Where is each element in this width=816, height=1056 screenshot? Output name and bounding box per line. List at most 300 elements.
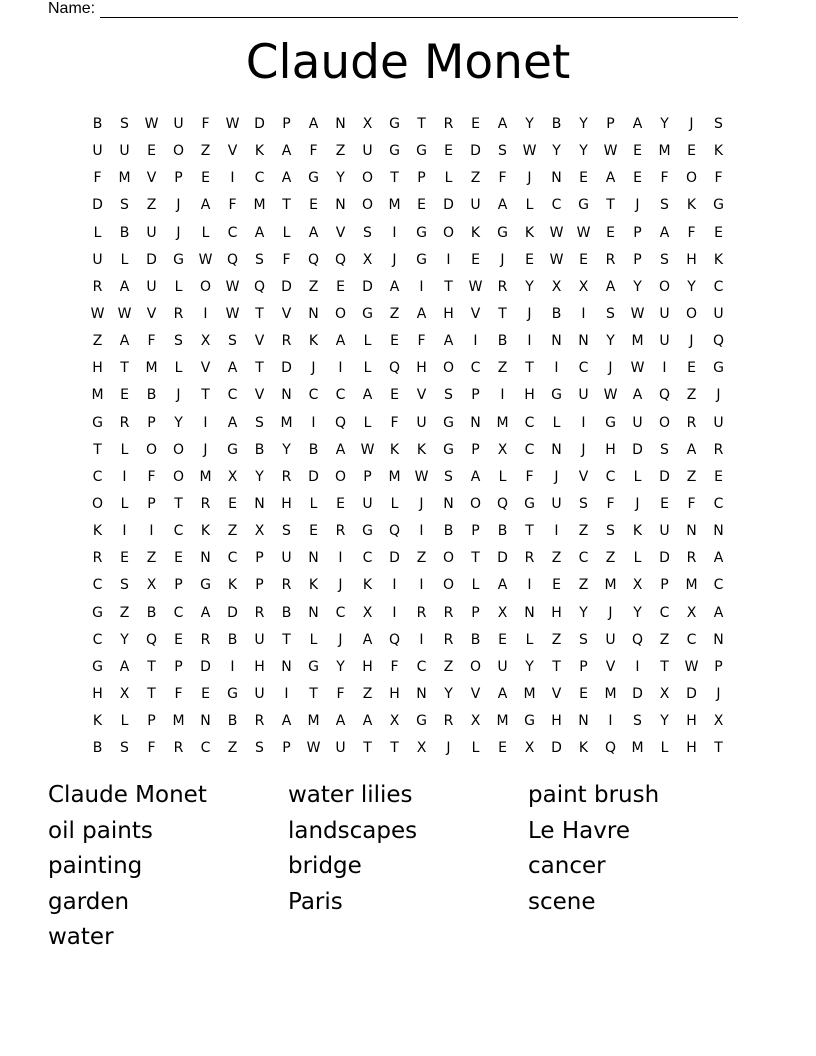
grid-letter: W: [414, 468, 429, 485]
grid-letter: I: [446, 251, 451, 268]
grid-letter: E: [336, 278, 345, 295]
grid-letter: N: [551, 170, 562, 187]
grid-letter: U: [416, 414, 427, 431]
grid-letter: F: [498, 170, 507, 187]
grid-letter: T: [174, 495, 183, 512]
grid-letter: G: [551, 387, 562, 404]
grid-letter: P: [633, 251, 642, 268]
grid-letter: N: [443, 495, 454, 512]
grid-letter: U: [659, 333, 670, 350]
grid-letter: M: [91, 387, 104, 404]
grid-letter: Y: [444, 685, 453, 702]
grid-letter: I: [122, 523, 127, 540]
grid-letter: S: [606, 305, 615, 322]
grid-letter: F: [147, 333, 156, 350]
grid-letter: Y: [579, 604, 588, 621]
grid-letter: T: [390, 170, 399, 187]
grid-letter: A: [281, 143, 292, 160]
grid-letter: J: [608, 360, 613, 377]
word-list-item: oil paints: [48, 817, 153, 844]
grid-letter: R: [119, 414, 130, 431]
grid-letter: C: [227, 224, 238, 241]
grid-letter: V: [578, 468, 589, 485]
grid-letter: M: [388, 468, 401, 485]
grid-letter: I: [230, 658, 235, 675]
grid-letter: N: [686, 523, 697, 540]
grid-letter: N: [578, 713, 589, 730]
grid-letter: G: [92, 658, 103, 675]
grid-letter: C: [227, 550, 238, 567]
grid-letter: I: [662, 360, 667, 377]
grid-letter: T: [255, 305, 264, 322]
grid-letter: P: [255, 577, 264, 594]
grid-letter: N: [335, 116, 346, 132]
grid-letter: X: [686, 604, 697, 621]
grid-letter: I: [284, 685, 289, 702]
grid-letter: U: [173, 116, 184, 132]
grid-letter: E: [552, 577, 561, 594]
grid-letter: L: [444, 170, 453, 187]
grid-letter: L: [120, 495, 129, 512]
grid-letter: D: [686, 685, 697, 702]
grid-letter: U: [254, 685, 265, 702]
grid-letter: T: [147, 685, 156, 702]
grid-letter: C: [551, 197, 562, 214]
grid-letter: E: [498, 740, 507, 757]
grid-letter: K: [200, 523, 211, 540]
grid-letter: I: [473, 333, 478, 350]
grid-letter: E: [579, 251, 588, 268]
grid-letter: W: [90, 305, 105, 322]
grid-letter: B: [227, 713, 238, 730]
grid-letter: B: [443, 523, 454, 540]
grid-letter: N: [254, 495, 265, 512]
grid-letter: M: [685, 577, 698, 594]
grid-letter: W: [225, 116, 240, 132]
grid-letter: M: [496, 713, 509, 730]
grid-letter: R: [686, 550, 697, 567]
grid-letter: H: [524, 387, 535, 404]
grid-letter: F: [687, 495, 696, 512]
grid-letter: F: [687, 224, 696, 241]
grid-letter: W: [198, 251, 213, 268]
grid-letter: G: [713, 197, 724, 214]
word-list-item: water lilies: [288, 782, 413, 808]
grid-letter: T: [201, 387, 210, 404]
grid-letter: A: [335, 333, 346, 350]
name-label: Name:: [48, 0, 96, 17]
grid-letter: M: [631, 333, 644, 350]
grid-letter: A: [416, 305, 427, 322]
grid-letter: C: [200, 740, 211, 757]
grid-letter: S: [579, 495, 588, 512]
grid-letter: R: [497, 278, 508, 295]
grid-letter: E: [174, 631, 183, 648]
grid-letter: M: [307, 713, 320, 730]
grid-letter: X: [470, 713, 481, 730]
grid-letter: Y: [255, 468, 264, 485]
word-list-item: painting: [48, 853, 143, 880]
grid-letter: Y: [660, 116, 669, 132]
grid-letter: J: [500, 251, 505, 268]
grid-letter: S: [228, 333, 237, 350]
grid-letter: S: [255, 414, 264, 431]
grid-letter: Y: [525, 658, 534, 675]
grid-letter: E: [633, 143, 642, 160]
grid-letter: U: [119, 143, 130, 160]
grid-letter: O: [91, 495, 104, 512]
grid-letter: L: [552, 414, 561, 431]
grid-letter: K: [308, 577, 319, 594]
grid-letter: J: [176, 224, 181, 241]
grid-letter: S: [633, 713, 642, 730]
grid-letter: Z: [227, 740, 238, 757]
grid-letter: W: [603, 387, 618, 404]
grid-letter: K: [524, 224, 535, 241]
grid-letter: L: [174, 278, 183, 295]
grid-letter: I: [338, 360, 343, 377]
grid-letter: D: [281, 360, 292, 377]
grid-letter: L: [633, 550, 642, 567]
grid-letter: S: [255, 740, 264, 757]
grid-letter: V: [281, 305, 292, 322]
grid-letter: B: [497, 523, 508, 540]
grid-letter: V: [146, 170, 157, 187]
grid-letter: I: [311, 414, 316, 431]
grid-letter: F: [390, 414, 399, 431]
grid-letter: C: [92, 577, 103, 594]
grid-letter: Y: [120, 631, 129, 648]
grid-letter: F: [714, 170, 723, 187]
grid-letter: A: [713, 550, 724, 567]
grid-letter: E: [120, 387, 129, 404]
grid-letter: S: [282, 523, 291, 540]
grid-letter: Y: [633, 604, 642, 621]
grid-letter: G: [416, 713, 427, 730]
grid-letter: X: [119, 685, 130, 702]
grid-letter: V: [551, 685, 562, 702]
grid-letter: W: [630, 360, 645, 377]
grid-letter: S: [660, 197, 669, 214]
grid-letter: B: [497, 333, 508, 350]
grid-letter: E: [228, 495, 237, 512]
grid-letter: J: [311, 360, 316, 377]
grid-letter: X: [551, 278, 562, 295]
grid-letter: V: [416, 387, 427, 404]
grid-letter: Q: [604, 740, 617, 757]
grid-letter: K: [713, 251, 724, 268]
grid-letter: U: [92, 251, 103, 268]
word-list-item: cancer: [528, 853, 606, 880]
grid-letter: H: [362, 658, 373, 675]
grid-letter: R: [443, 631, 454, 648]
grid-letter: W: [522, 143, 537, 160]
grid-letter: B: [551, 116, 562, 132]
grid-letter: C: [254, 170, 265, 187]
grid-letter: J: [689, 116, 694, 132]
grid-letter: Z: [497, 360, 508, 377]
grid-letter: M: [118, 170, 131, 187]
grid-letter: I: [608, 713, 613, 730]
grid-letter: O: [442, 577, 455, 594]
grid-letter: J: [581, 441, 586, 458]
grid-letter: S: [660, 251, 669, 268]
grid-letter: I: [635, 658, 640, 675]
grid-letter: F: [390, 658, 399, 675]
grid-letter: N: [713, 523, 724, 540]
grid-letter: R: [713, 441, 724, 458]
grid-letter: L: [282, 224, 291, 241]
grid-letter: G: [713, 360, 724, 377]
grid-letter: B: [119, 224, 130, 241]
grid-letter: I: [581, 414, 586, 431]
grid-letter: I: [149, 523, 154, 540]
grid-letter: C: [578, 550, 589, 567]
grid-letter: A: [443, 333, 454, 350]
grid-letter: V: [470, 685, 481, 702]
grid-letter: U: [335, 740, 346, 757]
grid-letter: D: [470, 143, 481, 160]
grid-letter: H: [686, 251, 697, 268]
grid-letter: T: [444, 278, 453, 295]
grid-letter: Z: [227, 523, 238, 540]
grid-letter: X: [497, 441, 508, 458]
grid-letter: D: [281, 278, 292, 295]
grid-letter: S: [579, 631, 588, 648]
grid-letter: P: [714, 658, 723, 675]
grid-letter: H: [254, 658, 265, 675]
grid-letter: K: [92, 713, 103, 730]
grid-letter: X: [497, 604, 508, 621]
grid-letter: P: [174, 658, 183, 675]
grid-letter: F: [282, 251, 291, 268]
grid-letter: Y: [174, 414, 183, 431]
grid-letter: T: [660, 658, 669, 675]
grid-letter: B: [146, 604, 157, 621]
word-list-item: landscapes: [288, 817, 418, 844]
grid-letter: G: [497, 224, 508, 241]
grid-letter: F: [201, 116, 210, 132]
grid-letter: L: [309, 495, 318, 512]
grid-letter: K: [308, 333, 319, 350]
grid-letter: P: [147, 414, 156, 431]
grid-letter: T: [714, 740, 723, 757]
grid-letter: I: [527, 577, 532, 594]
grid-letter: C: [227, 387, 238, 404]
grid-letter: U: [713, 414, 724, 431]
grid-letter: G: [92, 414, 103, 431]
grid-letter: K: [389, 441, 400, 458]
grid-letter: A: [497, 116, 508, 132]
grid-letter: Z: [308, 278, 319, 295]
grid-letter: J: [527, 170, 532, 187]
grid-letter: H: [686, 713, 697, 730]
grid-letter: L: [309, 631, 318, 648]
grid-letter: A: [308, 224, 319, 241]
grid-letter: O: [145, 441, 158, 458]
grid-letter: W: [225, 278, 240, 295]
grid-letter: R: [443, 604, 454, 621]
grid-letter: V: [254, 333, 265, 350]
grid-letter: V: [335, 224, 346, 241]
grid-letter: L: [120, 251, 129, 268]
grid-letter: S: [120, 577, 129, 594]
grid-letter: C: [686, 631, 697, 648]
grid-letter: S: [174, 333, 183, 350]
grid-letter: O: [685, 305, 698, 322]
grid-letter: F: [336, 685, 345, 702]
grid-letter: E: [390, 387, 399, 404]
grid-letter: W: [549, 251, 564, 268]
grid-letter: T: [282, 197, 291, 214]
grid-letter: C: [173, 523, 184, 540]
grid-letter: K: [416, 441, 427, 458]
grid-letter: C: [524, 441, 535, 458]
grid-letter: I: [203, 414, 208, 431]
grid-letter: S: [606, 523, 615, 540]
grid-letter: S: [363, 224, 372, 241]
grid-letter: E: [498, 631, 507, 648]
grid-letter: Z: [200, 143, 211, 160]
grid-letter: E: [147, 143, 156, 160]
grid-letter: Z: [389, 305, 400, 322]
grid-letter: R: [335, 523, 346, 540]
grid-letter: L: [363, 333, 372, 350]
grid-letter: G: [524, 495, 535, 512]
grid-letter: B: [92, 116, 103, 132]
grid-letter: A: [335, 441, 346, 458]
grid-letter: L: [120, 713, 129, 730]
grid-letter: H: [443, 305, 454, 322]
grid-letter: T: [552, 658, 561, 675]
grid-letter: Z: [146, 197, 157, 214]
grid-letter: A: [686, 441, 697, 458]
grid-letter: J: [689, 333, 694, 350]
grid-letter: I: [392, 604, 397, 621]
grid-letter: Z: [119, 604, 130, 621]
grid-letter: Y: [336, 658, 345, 675]
grid-letter: E: [687, 143, 696, 160]
grid-letter: C: [470, 360, 481, 377]
grid-letter: A: [497, 685, 508, 702]
grid-letter: N: [308, 604, 319, 621]
grid-letter: D: [146, 251, 157, 268]
grid-letter: G: [227, 685, 238, 702]
grid-letter: P: [471, 441, 480, 458]
grid-letter: K: [713, 143, 724, 160]
grid-letter: K: [227, 577, 238, 594]
grid-letter: D: [659, 468, 670, 485]
grid-letter: S: [498, 143, 507, 160]
grid-letter: J: [392, 251, 397, 268]
grid-letter: D: [92, 197, 103, 214]
grid-letter: L: [201, 224, 210, 241]
grid-letter: D: [632, 685, 643, 702]
grid-letter: S: [255, 251, 264, 268]
grid-letter: M: [604, 577, 617, 594]
grid-letter: E: [309, 523, 318, 540]
grid-letter: B: [551, 305, 562, 322]
grid-letter: C: [713, 577, 724, 594]
grid-letter: O: [442, 224, 455, 241]
grid-letter: N: [308, 305, 319, 322]
grid-letter: Y: [606, 333, 615, 350]
grid-letter: G: [416, 224, 427, 241]
grid-letter: L: [498, 468, 507, 485]
grid-letter: E: [309, 197, 318, 214]
grid-letter: P: [606, 116, 615, 132]
grid-letter: N: [551, 333, 562, 350]
grid-letter: C: [362, 550, 373, 567]
grid-letter: Z: [443, 658, 454, 675]
grid-letter: Q: [334, 414, 347, 431]
grid-letter: O: [334, 468, 347, 485]
grid-letter: P: [471, 387, 480, 404]
grid-letter: I: [419, 577, 424, 594]
grid-letter: D: [308, 468, 319, 485]
grid-letter: B: [470, 631, 481, 648]
grid-letter: L: [633, 468, 642, 485]
grid-letter: Y: [579, 116, 588, 132]
grid-letter: L: [363, 414, 372, 431]
grid-letter: L: [363, 360, 372, 377]
grid-letter: O: [658, 278, 671, 295]
grid-letter: I: [500, 387, 505, 404]
grid-letter: F: [660, 170, 669, 187]
grid-letter: L: [120, 441, 129, 458]
grid-letter: U: [281, 550, 292, 567]
grid-letter: R: [92, 550, 103, 567]
grid-letter: E: [714, 224, 723, 241]
grid-letter: R: [605, 251, 616, 268]
grid-letter: Z: [686, 387, 697, 404]
grid-letter: J: [419, 495, 424, 512]
grid-letter: A: [362, 631, 373, 648]
grid-letter: N: [200, 713, 211, 730]
grid-letter: U: [362, 143, 373, 160]
grid-letter: C: [713, 495, 724, 512]
grid-letter: D: [551, 740, 562, 757]
grid-letter: M: [631, 740, 644, 757]
grid-letter: T: [471, 550, 480, 567]
word-list-item: water: [48, 924, 114, 951]
grid-letter: M: [253, 197, 266, 214]
grid-letter: Q: [334, 251, 347, 268]
grid-letter: R: [281, 333, 292, 350]
grid-letter: X: [362, 251, 373, 268]
grid-letter: W: [603, 143, 618, 160]
grid-letter: D: [389, 550, 400, 567]
grid-letter: X: [227, 468, 238, 485]
grid-letter: C: [92, 631, 103, 648]
grid-letter: A: [200, 604, 211, 621]
grid-letter: C: [335, 387, 346, 404]
grid-letter: O: [172, 468, 185, 485]
grid-letter: W: [117, 305, 132, 322]
grid-letter: O: [685, 170, 698, 187]
grid-letter: E: [471, 116, 480, 132]
grid-letter: D: [632, 441, 643, 458]
grid-letter: L: [174, 360, 183, 377]
grid-letter: C: [713, 278, 724, 295]
grid-letter: G: [443, 441, 454, 458]
grid-letter: C: [308, 387, 319, 404]
grid-letter: G: [227, 441, 238, 458]
grid-letter: R: [443, 116, 454, 132]
grid-letter: Y: [633, 278, 642, 295]
grid-letter: Q: [253, 278, 266, 295]
grid-letter: K: [578, 740, 589, 757]
